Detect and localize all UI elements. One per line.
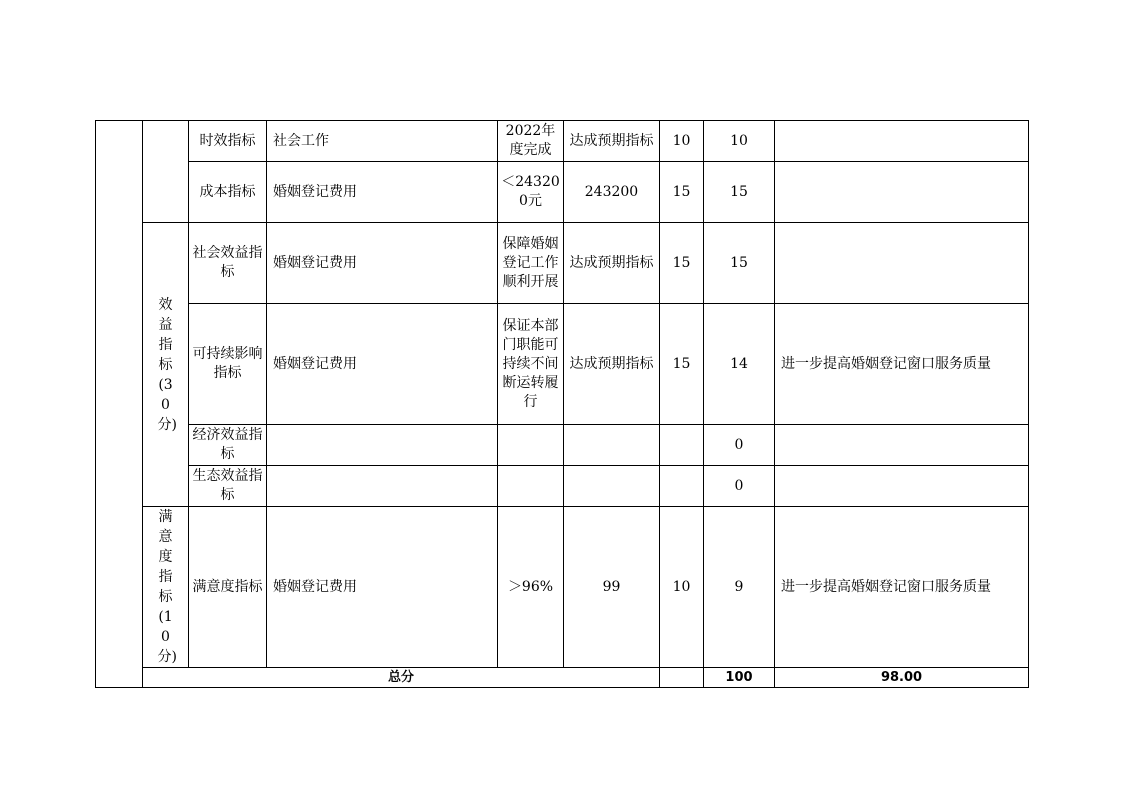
weight-value [660, 425, 704, 466]
annual-target: ＜243200元 [498, 162, 564, 223]
weight-value: 10 [660, 507, 704, 668]
tertiary-indicator: 满意度指标 [189, 507, 267, 668]
tertiary-indicator: 生态效益指标 [189, 466, 267, 507]
remark-cell [775, 425, 1029, 466]
annual-target: 保障婚姻登记工作顺利开展 [498, 223, 564, 304]
actual-value: 243200 [564, 162, 660, 223]
indicator-content: 婚姻登记费用 [267, 507, 498, 668]
output-indicator-cell [143, 121, 189, 223]
tertiary-indicator: 时效指标 [189, 121, 267, 162]
remark-cell [775, 466, 1029, 507]
actual-value: 达成预期指标 [564, 223, 660, 304]
total-row [96, 668, 1029, 688]
actual-value: 达成预期指标 [564, 304, 660, 425]
actual-value: 99 [564, 507, 660, 668]
score-value: 0 [704, 466, 775, 507]
remark-cell [775, 121, 1029, 162]
benefit-indicator-group [143, 223, 189, 507]
tertiary-indicator: 经济效益指标 [189, 425, 267, 466]
indicator-content: 婚姻登记费用 [267, 162, 498, 223]
weight-value: 10 [660, 121, 704, 162]
annual-target [498, 466, 564, 507]
remark-cell [775, 162, 1029, 223]
total-label: 总分 [143, 668, 660, 688]
indicator-content: 社会工作 [267, 121, 498, 162]
first-level-indicator-cell [96, 121, 143, 688]
total-blank-cell [660, 668, 704, 688]
benefit-indicator-label: 效益指标(30分) [157, 296, 177, 433]
remark-cell: 进一步提高婚姻登记窗口服务质量 [775, 507, 1029, 668]
weight-value [660, 466, 704, 507]
actual-value [564, 425, 660, 466]
tertiary-indicator: 成本指标 [189, 162, 267, 223]
indicator-content: 婚姻登记费用 [267, 304, 498, 425]
indicator-content: 婚姻登记费用 [267, 223, 498, 304]
score-value: 15 [704, 223, 775, 304]
table-row [96, 121, 1029, 162]
performance-evaluation-table [95, 120, 1029, 688]
remark-cell [775, 223, 1029, 304]
table-row [96, 162, 1029, 223]
annual-target [498, 425, 564, 466]
annual-target: 保证本部门职能可持续不间断运转履行 [498, 304, 564, 425]
total-weight: 100 [704, 668, 775, 688]
remark-cell: 进一步提高婚姻登记窗口服务质量 [775, 304, 1029, 425]
score-value: 14 [704, 304, 775, 425]
tertiary-indicator: 可持续影响指标 [189, 304, 267, 425]
score-value: 10 [704, 121, 775, 162]
weight-value: 15 [660, 304, 704, 425]
weight-value: 15 [660, 162, 704, 223]
indicator-content [267, 425, 498, 466]
score-value: 0 [704, 425, 775, 466]
total-score: 98.00 [775, 668, 1029, 688]
indicator-content [267, 466, 498, 507]
table-row [96, 304, 1029, 425]
satisfaction-indicator-label: 满意度指标(10分) [157, 509, 177, 665]
satisfaction-indicator-group [143, 507, 189, 668]
table-row [96, 466, 1029, 507]
table-row [96, 223, 1029, 304]
annual-target: 2022年度完成 [498, 121, 564, 162]
actual-value [564, 466, 660, 507]
weight-value: 15 [660, 223, 704, 304]
score-value: 15 [704, 162, 775, 223]
table-row [96, 425, 1029, 466]
annual-target: ＞96% [498, 507, 564, 668]
actual-value: 达成预期指标 [564, 121, 660, 162]
tertiary-indicator: 社会效益指标 [189, 223, 267, 304]
score-value: 9 [704, 507, 775, 668]
table-row [96, 507, 1029, 668]
